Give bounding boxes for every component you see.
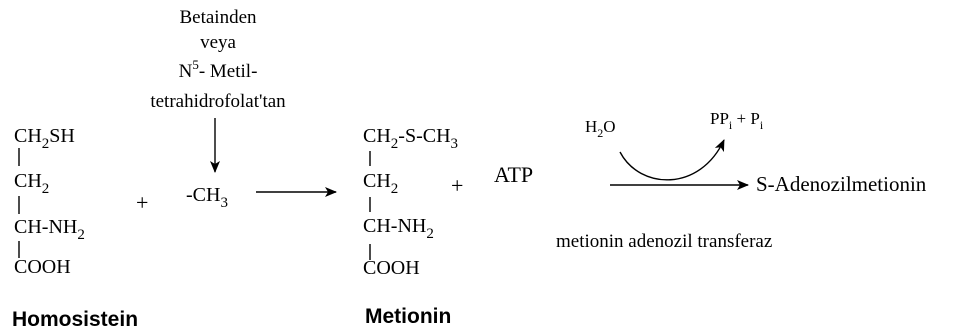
plus-sign-1: + [136,190,149,215]
donor-line-4: tetrahidrofolat'tan [150,91,286,112]
donor-line-1: Betainden [179,7,257,28]
plus-sign-2: + [451,173,464,198]
donor-line-3: $N^5-$ Metil- [178,57,258,82]
homocysteine-row-2: $CH_2$ [14,170,50,197]
homocysteine-row-1: $CH_2SH$ [14,125,75,152]
homocysteine-row-3: $CH-NH_2$ [14,216,85,243]
methionine-row-1: $CH_2-S-CH_3$ [363,125,459,152]
enzyme-label: metionin adenozil transferaz [556,231,773,252]
atp-label: ATP [494,162,534,187]
donor-line-2: veya [200,32,236,53]
curved-arrow [620,140,724,180]
product-label: S-Adenozilmetionin [756,172,927,196]
homocysteine-name: Homosistein [12,308,139,331]
methionine-row-3: $CH-NH_2$ [363,215,434,242]
methyl-group: $-CH_3$ [186,184,228,211]
methionine-structure [363,125,458,328]
pyrophosphate-label: $PP_i + P_i$ [710,109,764,132]
homocysteine-structure [12,125,138,331]
methyl-donor-label [150,7,286,112]
homocysteine-row-4: COOH [14,256,71,278]
methionine-name: Metionin [365,305,452,328]
methionine-row-2: $CH_2$ [363,170,399,197]
methionine-row-4: COOH [363,257,420,279]
water-label: $H_2O$ [585,117,616,140]
